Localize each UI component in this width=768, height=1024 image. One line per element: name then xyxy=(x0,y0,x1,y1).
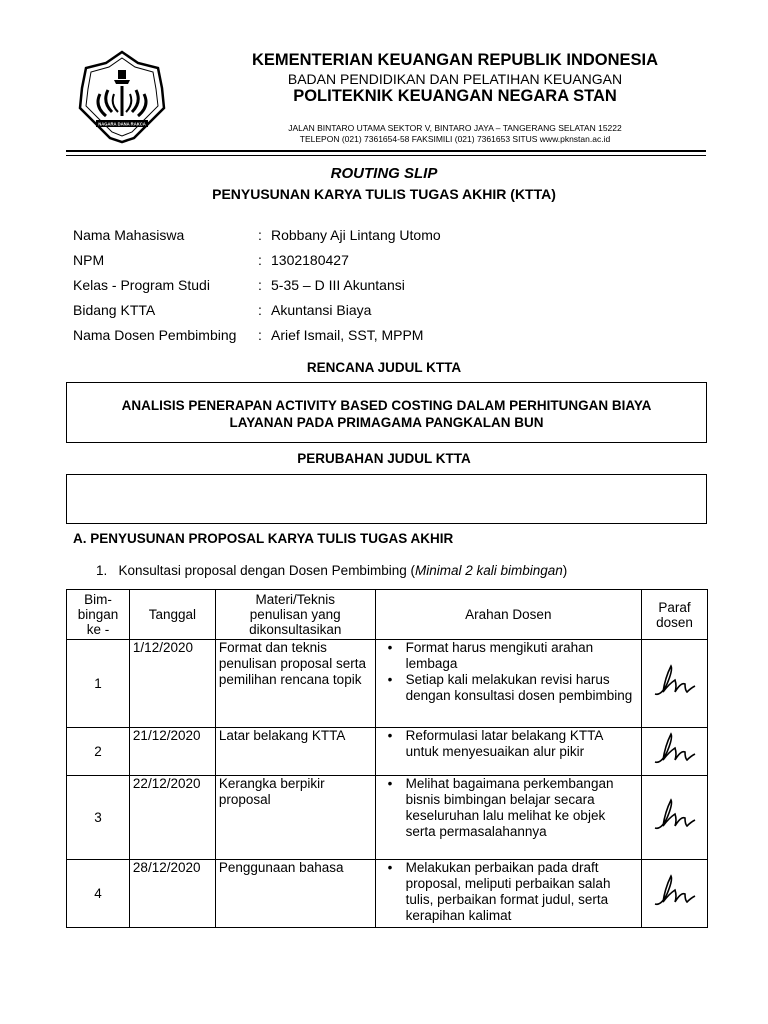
rencana-judul-line2: LAYANAN PADA PRIMAGAMA PANGKALAN BUN xyxy=(229,415,544,430)
letterhead-divider-thick xyxy=(66,150,706,152)
signature-image xyxy=(651,872,699,912)
header-paraf: Paraf dosen xyxy=(642,590,708,640)
item-number: 1. xyxy=(96,563,108,578)
perubahan-heading: PERUBAHAN JUDUL KTTA xyxy=(297,451,471,466)
info-label: NPM xyxy=(73,252,105,268)
letterhead-divider-thin xyxy=(66,155,706,156)
row-signature xyxy=(642,640,708,728)
arahan-item: • Melakukan perbaikan pada draft proposal, meliputi perbaikan salah tulis, perbaikan format judul, serta kerapihan kalimat xyxy=(379,860,638,924)
info-colon: : xyxy=(258,277,262,293)
school-address: JALAN BINTARO UTAMA SEKTOR V, BINTARO JAYA – TANGERANG SELATAN 15222 xyxy=(288,123,622,133)
row-arahan xyxy=(375,776,641,860)
info-value: 1302180427 xyxy=(271,252,349,268)
perubahan-judul-box xyxy=(66,474,707,524)
header-no: Bim- bingan ke - xyxy=(67,590,130,640)
table-row xyxy=(67,860,708,928)
arahan-item: • Melihat bagaimana perkembangan bisnis bimbingan belajar secara keseluruhan lalu melihat ke objek serta permasalahannya xyxy=(379,776,638,840)
row-no: 2 xyxy=(67,728,130,776)
item-close: ) xyxy=(562,563,568,578)
row-arahan xyxy=(375,728,641,776)
row-no: 1 xyxy=(67,640,130,728)
table-header-row xyxy=(67,590,708,640)
row-signature xyxy=(642,776,708,860)
row-signature xyxy=(642,728,708,776)
header-arahan: Arahan Dosen xyxy=(375,590,641,640)
arahan-item: • Setiap kali melakukan revisi harus dengan konsultasi dosen pembimbing xyxy=(379,672,638,704)
row-arahan xyxy=(375,860,641,928)
table-row xyxy=(67,728,708,776)
row-materi: Penggunaan bahasa xyxy=(215,860,375,928)
item-text: Konsultasi proposal dengan Dosen Pembimbing ( xyxy=(118,563,415,578)
info-value: Arief Ismail, SST, MPPM xyxy=(271,327,424,343)
logo-text: NAGARA DANA RAKCA xyxy=(98,121,146,127)
table-row xyxy=(67,640,708,728)
agency-name: BADAN PENDIDIKAN DAN PELATIHAN KEUANGAN xyxy=(287,71,623,87)
school-contact: TELEPON (021) 7361654-58 FAKSIMILI (021) 7361653 SITUS www.pknstan.ac.id xyxy=(299,134,611,144)
document-title: ROUTING SLIP xyxy=(330,165,438,182)
row-materi: Format dan teknis penulisan proposal serta pemilihan rencana topik xyxy=(215,640,375,728)
info-colon: : xyxy=(258,252,262,268)
item-italic: Minimal 2 kali bimbingan xyxy=(414,563,563,578)
info-value: Robbany Aji Lintang Utomo xyxy=(271,227,441,243)
signature-image xyxy=(651,662,699,702)
row-date: 21/12/2020 xyxy=(129,728,215,776)
row-materi: Kerangka berpikir proposal xyxy=(215,776,375,860)
arahan-item: • Reformulasi latar belakang KTTA untuk menyesuaikan alur pikir xyxy=(379,728,638,760)
school-name: POLITEKNIK KEUANGAN NEGARA STAN xyxy=(293,87,617,105)
header-materi: Materi/Teknis penulisan yang dikonsultasikan xyxy=(215,590,375,640)
section-a-item-1 xyxy=(96,563,567,578)
row-date: 1/12/2020 xyxy=(129,640,215,728)
info-label: Nama Dosen Pembimbing xyxy=(73,327,237,343)
table-row xyxy=(67,776,708,860)
info-colon: : xyxy=(258,302,262,318)
consultation-table xyxy=(66,589,708,928)
info-label: Kelas - Program Studi xyxy=(73,277,210,293)
row-no: 4 xyxy=(67,860,130,928)
signature-image xyxy=(651,730,699,770)
info-label: Nama Mahasiswa xyxy=(73,227,185,243)
header-date: Tanggal xyxy=(129,590,215,640)
kemenkeu-logo xyxy=(78,50,166,144)
row-arahan xyxy=(375,640,641,728)
info-label: Bidang KTTA xyxy=(73,302,156,318)
info-colon: : xyxy=(258,227,262,243)
rencana-heading: RENCANA JUDUL KTTA xyxy=(306,360,462,375)
info-value: Akuntansi Biaya xyxy=(271,302,372,318)
rencana-judul-box xyxy=(66,382,707,443)
document-subtitle: PENYUSUNAN KARYA TULIS TUGAS AKHIR (KTTA) xyxy=(212,186,556,202)
ministry-name: KEMENTERIAN KEUANGAN REPUBLIK INDONESIA xyxy=(251,51,659,69)
row-no: 3 xyxy=(67,776,130,860)
row-materi: Latar belakang KTTA xyxy=(215,728,375,776)
arahan-item: • Format harus mengikuti arahan lembaga xyxy=(379,640,638,672)
section-a-title: A. PENYUSUNAN PROPOSAL KARYA TULIS TUGAS AKHIR xyxy=(73,531,454,546)
signature-image xyxy=(651,796,699,836)
info-value: 5-35 – D III Akuntansi xyxy=(271,277,405,293)
row-signature xyxy=(642,860,708,928)
rencana-judul-line1: ANALISIS PENERAPAN ACTIVITY BASED COSTING DALAM PERHITUNGAN BIAYA xyxy=(121,398,652,413)
row-date: 22/12/2020 xyxy=(129,776,215,860)
info-colon: : xyxy=(258,327,262,343)
row-date: 28/12/2020 xyxy=(129,860,215,928)
